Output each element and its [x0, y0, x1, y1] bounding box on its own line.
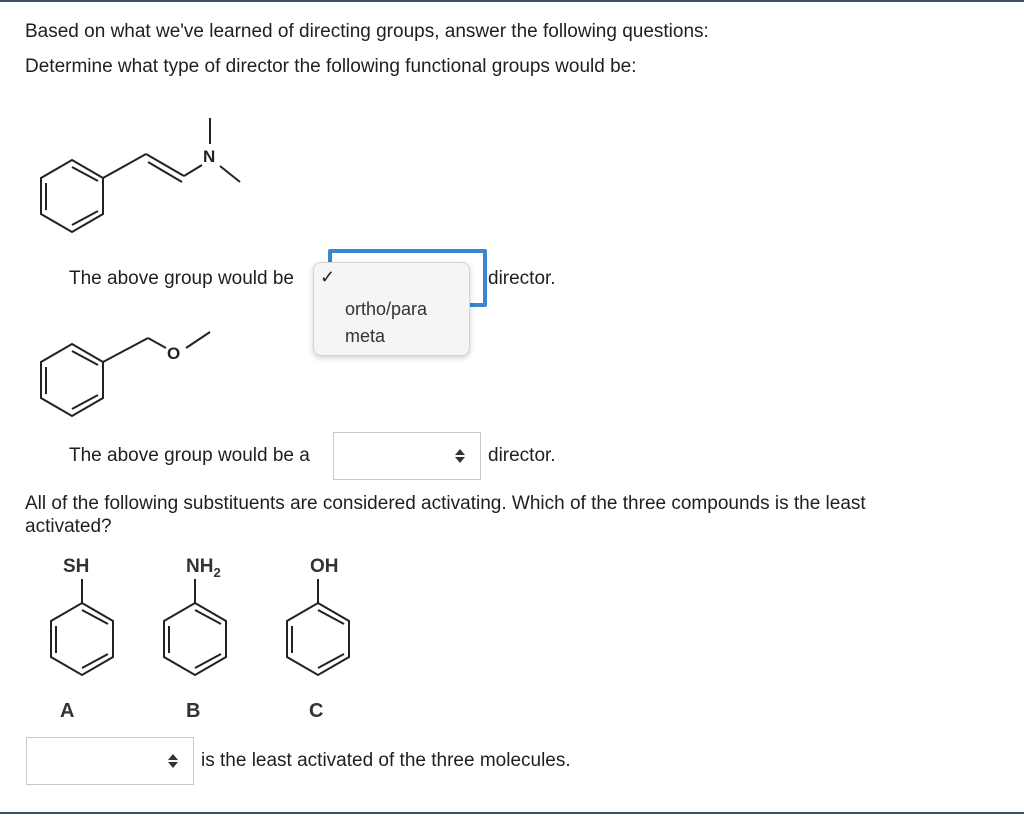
option-meta[interactable]: meta — [345, 326, 386, 346]
compounds-structures — [25, 545, 385, 725]
nitrogen-atom-label: N — [203, 147, 216, 166]
instruction-text: Determine what type of director the following functional groups would be: — [25, 56, 637, 77]
amine-structure — [30, 110, 260, 250]
part1-suffix-text: director. — [488, 268, 556, 289]
substituent-c-label: OH — [310, 556, 339, 577]
compound-c-label: C — [309, 700, 324, 722]
top-border — [0, 0, 1024, 2]
compound-b-label: B — [186, 700, 201, 722]
compound-a-label: A — [60, 700, 75, 722]
director-dropdown-menu — [313, 262, 470, 356]
substituent-a-label: SH — [63, 556, 90, 577]
up-down-chevron-icon — [454, 445, 466, 467]
part3-question-line2: activated? — [25, 516, 112, 537]
part2-director-select[interactable] — [333, 432, 481, 480]
part3-answer-text: is the least activated of the three molecules. — [201, 750, 571, 771]
part2-suffix-text: director. — [488, 445, 556, 466]
check-icon: ✓ — [320, 267, 336, 287]
part2-prefix-text: The above group would be a — [69, 445, 310, 466]
option-ortho-para[interactable]: ortho/para — [345, 299, 428, 319]
up-down-chevron-icon — [167, 750, 179, 772]
intro-text: Based on what we've learned of directing groups, answer the following questions: — [25, 21, 709, 42]
least-activated-select[interactable] — [26, 737, 194, 785]
ether-structure — [30, 320, 230, 420]
part3-question-line1: All of the following substituents are considered activating. Which of the three compounds is the least — [25, 493, 866, 514]
substituent-b-label: $NH_2$ — [186, 556, 221, 580]
oxygen-atom-label: O — [167, 344, 181, 363]
bottom-border — [0, 812, 1024, 814]
part1-prefix-text: The above group would be — [69, 268, 294, 289]
